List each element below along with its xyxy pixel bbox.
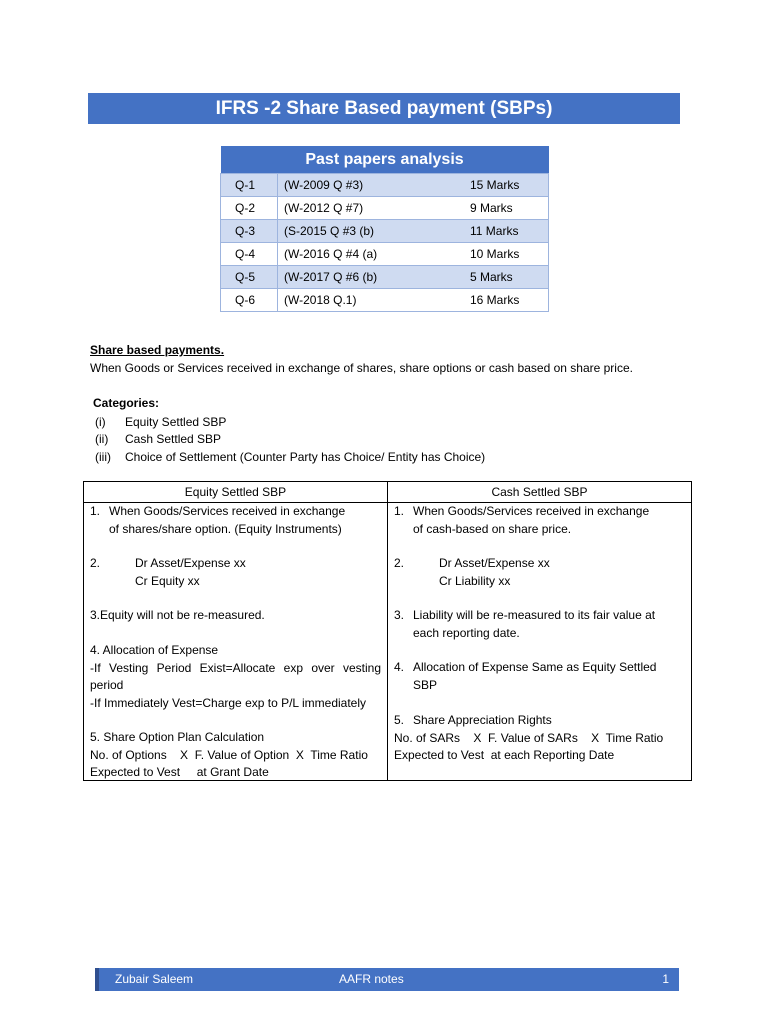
comparison-header — [84, 482, 691, 503]
list-item — [95, 413, 485, 431]
point-number: 2. — [394, 556, 405, 570]
paper-reference: (W-2012 Q #7) — [278, 197, 465, 220]
equity-column — [84, 503, 388, 780]
past-papers-heading: Past papers analysis — [221, 146, 549, 174]
question-number: Q-2 — [221, 197, 278, 220]
footer-title: AAFR notes — [339, 972, 404, 986]
paper-reference: (W-2017 Q #6 (b) — [278, 266, 465, 289]
question-number: Q-4 — [221, 243, 278, 266]
point-text: of cash-based on share price. — [413, 521, 572, 536]
point-number: 3. — [394, 608, 405, 622]
point-title: Share Appreciation Rights — [413, 713, 552, 727]
list-text: Cash Settled SBP — [125, 432, 222, 447]
equity-point-2 — [90, 555, 381, 590]
marks: 5 Marks — [464, 266, 549, 289]
credit-entry: Cr Liability xx — [439, 573, 511, 588]
equity-header: Equity Settled SBP — [84, 482, 388, 502]
cash-point-3 — [394, 607, 685, 642]
credit-entry: Cr Equity xx — [135, 573, 200, 588]
cash-point-5 — [394, 712, 685, 765]
point-text: Allocation of Expense Same as Equity Settled — [413, 660, 657, 674]
sbp-definition: When Goods or Services received in exchange of shares, share options or cash based on share price. — [90, 361, 633, 375]
point-number: 4. — [394, 660, 405, 674]
comparison-table — [83, 481, 692, 781]
table-row — [221, 289, 549, 312]
marks: 16 Marks — [464, 289, 549, 312]
point-number: 5. — [394, 713, 405, 727]
table-row — [221, 197, 549, 220]
point-text: When Goods/Services received in exchange — [413, 504, 650, 518]
table-row — [221, 174, 549, 197]
point-title: 4. Allocation of Expense — [90, 643, 219, 657]
equity-point-1 — [90, 503, 381, 538]
point-text: each reporting date. — [413, 625, 520, 640]
page-title: IFRS -2 Share Based payment (SBPs) — [88, 93, 680, 124]
list-item — [95, 448, 485, 466]
point-text: -If Immediately Vest=Charge exp to P/L immediately — [90, 695, 367, 710]
point-text: -If Vesting Period Exist=Allocate exp over vesting period — [90, 660, 381, 692]
table-row — [221, 266, 549, 289]
marks: 15 Marks — [464, 174, 549, 197]
equity-point-4 — [90, 642, 381, 712]
point-number: 1. — [394, 504, 405, 518]
paper-reference: (S-2015 Q #3 (b) — [278, 220, 465, 243]
paper-reference: (W-2009 Q #3) — [278, 174, 465, 197]
list-number: (iii) — [95, 449, 111, 464]
question-number: Q-6 — [221, 289, 278, 312]
past-papers-table — [220, 146, 549, 312]
formula-line: No. of Options X F. Value of Option X Time Ratio — [90, 747, 368, 762]
marks: 9 Marks — [464, 197, 549, 220]
equity-point-3: 3.Equity will not be re-measured. — [90, 608, 265, 622]
question-number: Q-3 — [221, 220, 278, 243]
paper-reference: (W-2018 Q.1) — [278, 289, 465, 312]
question-number: Q-1 — [221, 174, 278, 197]
formula-line: Expected to Vest at Grant Date — [90, 765, 269, 779]
list-text: Choice of Settlement (Counter Party has Choice/ Entity has Choice) — [125, 449, 486, 464]
point-text: SBP — [413, 677, 438, 692]
table-row — [221, 220, 549, 243]
point-title: 5. Share Option Plan Calculation — [90, 730, 265, 744]
cash-point-2 — [394, 555, 685, 590]
categories-list — [95, 413, 485, 466]
point-number: 2. — [90, 556, 101, 570]
marks: 10 Marks — [464, 243, 549, 266]
point-text: When Goods/Services received in exchange — [109, 504, 346, 518]
table-row — [221, 243, 549, 266]
formula-line: Expected to Vest at each Reporting Date — [394, 748, 615, 762]
equity-point-5 — [90, 729, 381, 782]
categories-heading: Categories: — [93, 396, 160, 410]
cash-point-4 — [394, 659, 685, 694]
debit-entry: Dr Asset/Expense xx — [135, 556, 246, 570]
page-number: 1 — [662, 972, 669, 986]
point-text: of shares/share option. (Equity Instruments) — [109, 521, 342, 536]
point-text: Liability will be re-measured to its fair value at — [413, 608, 656, 622]
sbp-heading: Share based payments. — [90, 343, 225, 357]
cash-header: Cash Settled SBP — [491, 485, 588, 499]
point-number: 1. — [90, 504, 101, 518]
paper-reference: (W-2016 Q #4 (a) — [278, 243, 465, 266]
formula-line: No. of SARs X F. Value of SARs X Time Ratio — [394, 730, 664, 745]
question-number: Q-5 — [221, 266, 278, 289]
marks: 11 Marks — [464, 220, 549, 243]
page-footer — [95, 968, 679, 991]
list-number: (i) — [95, 414, 106, 429]
cash-point-1 — [394, 503, 685, 538]
list-text: Equity Settled SBP — [125, 414, 227, 429]
cash-column — [388, 503, 691, 780]
debit-entry: Dr Asset/Expense xx — [439, 556, 550, 570]
list-number: (ii) — [95, 432, 109, 447]
list-item — [95, 431, 485, 449]
footer-author: Zubair Saleem — [115, 972, 194, 986]
